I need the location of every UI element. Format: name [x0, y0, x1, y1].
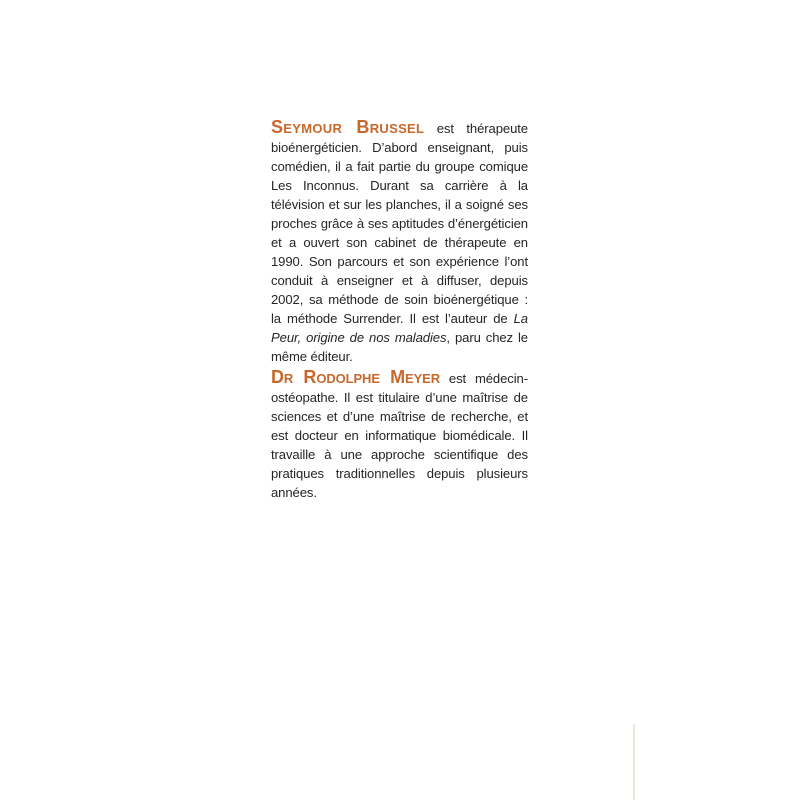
- page-edge-rule: [633, 724, 635, 800]
- author-name-rodolphe-meyer: [271, 367, 440, 387]
- author-bio-rodolphe-meyer: [271, 368, 528, 502]
- author-first-name: Seymour: [271, 117, 343, 137]
- bio-text: est médecin-ostéopathe. Il est titulaire d’une maîtrise de sciences et d’une maîtrise de recherche, et est docteur en informatique biomédicale. Il travaille à une approche scientifique des pratiques traditionnelles depuis plusieurs années.: [271, 371, 528, 500]
- bio-text-part-1: est thérapeute bioénergéticien. D’abord enseignant, puis comédien, il a fait partie du groupe comique Les Inconnus. Durant sa carrière à la télévision et sur les planches, il a soigné ses proches grâce à ses aptitudes d’énergéticien et a ouvert son cabinet de thérapeute en 1990. Son parcours et son expérience l’ont conduit à enseigner et à diffuser, depuis 2002, sa méthode de soin bioénergétique : la méthode Surrender. Il est l’auteur de: [271, 121, 528, 326]
- book-title: La Peur, origine de nos maladies: [271, 311, 528, 345]
- author-last-name: Meyer: [390, 367, 441, 387]
- author-last-name: Brussel: [356, 117, 425, 137]
- author-bio-seymour-brussel: [271, 118, 528, 366]
- author-name-seymour-brussel: [271, 117, 424, 137]
- author-first-name: Rodolphe: [303, 367, 380, 387]
- bio-text-part-2: , paru chez le même éditeur.: [271, 330, 528, 364]
- author-title: Dr: [271, 367, 294, 387]
